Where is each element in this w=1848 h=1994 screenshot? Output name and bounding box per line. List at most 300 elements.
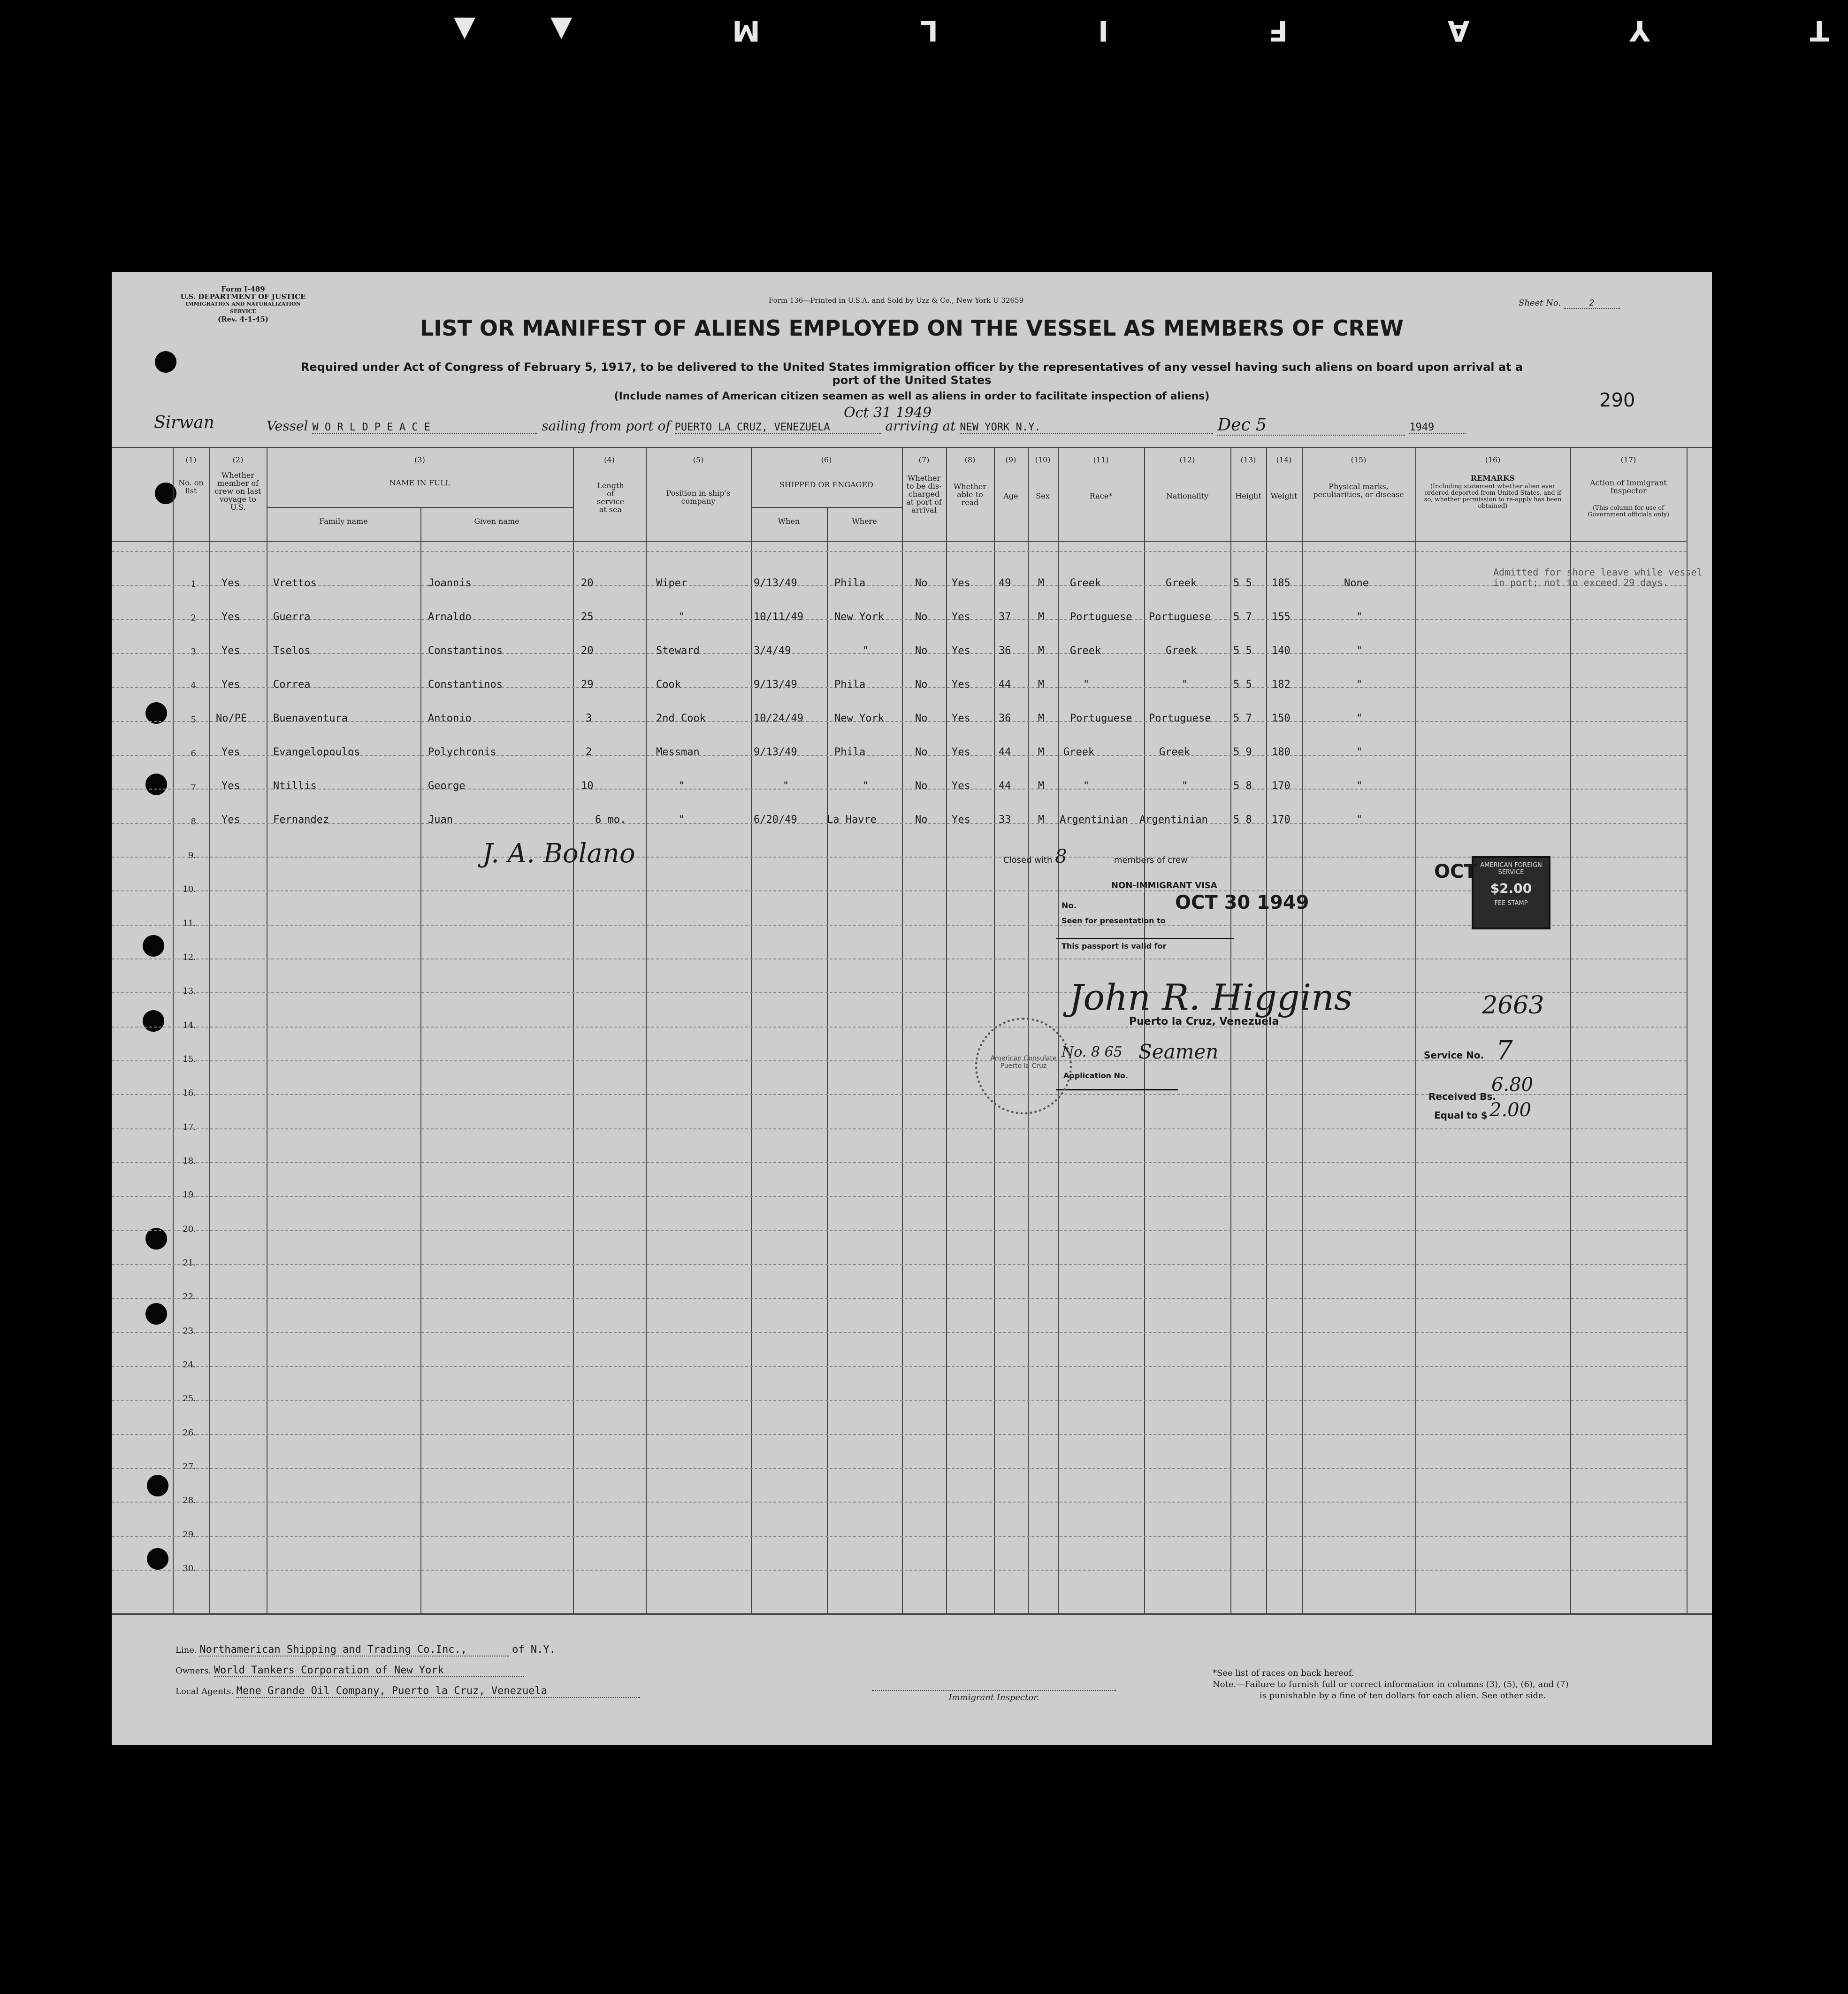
row-line xyxy=(112,857,1687,858)
cell-race: Argentinian xyxy=(1060,814,1128,826)
column-divider xyxy=(1687,447,1688,1614)
cell-position: Wiper xyxy=(656,577,687,589)
cell-nationality: " xyxy=(1182,780,1188,792)
row-line xyxy=(112,789,1687,790)
fee-stamp-amount: $2.00 xyxy=(1490,881,1532,896)
row-line xyxy=(112,1027,1687,1028)
punch-hole xyxy=(143,935,164,957)
equal-label: Equal to $ xyxy=(1434,1110,1488,1121)
cell-nationality: Portuguese xyxy=(1149,611,1211,623)
received-label: Received Bs. xyxy=(1428,1091,1496,1102)
col-head-marks: Physical marks, peculiarities, or disease xyxy=(1313,482,1404,499)
cell-weight: 170 xyxy=(1272,780,1291,792)
col-head-when: When xyxy=(778,517,800,526)
cell-family-name: Buenaventura xyxy=(273,713,348,724)
row-number: 4 xyxy=(191,681,196,690)
vessel-name: W O R L D P E A C E xyxy=(312,422,537,434)
col-head-where: Where xyxy=(852,517,877,526)
col-num-9: (9) xyxy=(1005,455,1016,464)
cell-read: Yes xyxy=(952,611,970,623)
cell-age: 44 xyxy=(999,679,1011,690)
row-line xyxy=(112,1468,1687,1469)
cell-given-name: Juan xyxy=(428,814,453,826)
cell-weight: 180 xyxy=(1272,746,1291,758)
cell-where: La Havre xyxy=(827,814,877,826)
row-number: 15. xyxy=(183,1054,196,1064)
service-no-value: 7 xyxy=(1496,1035,1513,1066)
cell-sex: M xyxy=(1038,814,1045,826)
cell-marks: " xyxy=(1356,814,1363,826)
punch-hole xyxy=(143,1010,164,1032)
row-number: 17. xyxy=(183,1122,196,1132)
row-number: 5 xyxy=(191,715,196,725)
row-line xyxy=(112,1298,1687,1299)
col-head-no: No. on list xyxy=(178,478,204,495)
row-line xyxy=(112,1332,1687,1333)
col-num-5: (5) xyxy=(693,455,704,464)
stamp-consul-place: Puerto la Cruz, Venezuela xyxy=(1129,1016,1279,1028)
row-line xyxy=(112,1230,1687,1231)
row-number: 13. xyxy=(183,986,196,996)
cell-height: 5 7 xyxy=(1233,611,1252,623)
row-line xyxy=(112,1366,1687,1367)
cell-age: 33 xyxy=(999,814,1011,826)
cell-last-voyage: Yes xyxy=(221,746,240,758)
row-number: 6 xyxy=(191,749,196,759)
sailing-label: sailing from port of xyxy=(542,418,671,434)
subtitle-port: port of the United States xyxy=(832,374,992,387)
col-num-12: (12) xyxy=(1179,455,1195,464)
cell-family-name: Vrettos xyxy=(273,577,317,589)
line-value: Northamerican Shipping and Trading Co.Inc., xyxy=(199,1644,509,1657)
col-head-name: NAME IN FULL xyxy=(389,478,451,487)
cell-when: 9/13/49 xyxy=(754,679,797,690)
cell-where: New York xyxy=(834,611,884,623)
col-num-15: (15) xyxy=(1351,455,1367,464)
row-line xyxy=(112,1536,1687,1537)
film-code: T Y A F I L M ▲▲ xyxy=(379,14,1829,47)
cell-race: Greek xyxy=(1070,577,1101,589)
col-num-4: (4) xyxy=(604,455,615,464)
form-number: Form I-489 xyxy=(221,285,265,293)
fee-stamp xyxy=(1472,856,1550,929)
footer-owners xyxy=(176,1664,524,1677)
cell-service: 29 xyxy=(581,679,594,690)
cell-weight: 170 xyxy=(1272,814,1291,826)
column-divider xyxy=(573,447,574,1614)
row-number: 2 xyxy=(191,613,196,623)
cell-family-name: Ntillis xyxy=(273,780,317,792)
cell-position: Messman xyxy=(656,746,700,758)
closed-with-label: Closed with xyxy=(1003,855,1053,865)
row-number: 29. xyxy=(183,1530,196,1540)
number-2663: 2663 xyxy=(1482,991,1544,1020)
remark-shore-leave: Admitted for shore leave while vessel in port; not to exceed 29 days. xyxy=(1493,567,1703,588)
cell-weight: 140 xyxy=(1272,645,1291,657)
cell-age: 37 xyxy=(999,611,1011,623)
cell-service: 3 xyxy=(586,713,592,724)
cell-service: 25 xyxy=(581,611,594,623)
row-number: 28. xyxy=(183,1496,196,1505)
col-num-8: (8) xyxy=(964,455,976,464)
col-head-action-note: (This column for use of Government officials only) xyxy=(1588,505,1669,518)
row-number: 8 xyxy=(191,817,196,827)
consul-signature: John R. Higgins xyxy=(1069,976,1352,1018)
cell-marks: None xyxy=(1344,577,1369,589)
cell-last-voyage: Yes xyxy=(221,645,240,657)
cell-discharge: No xyxy=(915,713,928,724)
row-number: 30. xyxy=(183,1564,196,1573)
column-divider xyxy=(1230,447,1231,1614)
punch-hole xyxy=(145,774,167,795)
subtitle-include: (Include names of American citizen seamen as well as aliens in order to facilitate inspection of aliens) xyxy=(614,391,1210,402)
arrival-date: Dec 5 xyxy=(1217,415,1405,436)
col-head-nationality: Nationality xyxy=(1166,491,1209,500)
cell-where: New York xyxy=(834,713,884,724)
cell-where: " xyxy=(863,645,869,657)
row-line xyxy=(112,551,1687,552)
col-num-14: (14) xyxy=(1276,455,1292,464)
row-line xyxy=(112,1570,1687,1571)
row-number: 7 xyxy=(191,782,196,792)
cell-sex: M xyxy=(1038,780,1045,792)
cell-race: Greek xyxy=(1070,645,1101,657)
cell-read: Yes xyxy=(952,645,970,657)
row-number: 10. xyxy=(183,884,196,894)
cell-service: 10 xyxy=(581,780,594,792)
column-divider xyxy=(1058,447,1059,1614)
row-number: 16. xyxy=(183,1088,196,1098)
row-number: 11. xyxy=(183,919,196,928)
cell-discharge: No xyxy=(915,746,928,758)
oct-fragment-stamp: OCT xyxy=(1434,861,1477,882)
date-stamp: OCT 30 1949 xyxy=(1175,892,1309,913)
cell-sex: M xyxy=(1038,679,1045,690)
cell-family-name: Guerra xyxy=(273,611,311,623)
cell-read: Yes xyxy=(952,746,970,758)
col-head-age: Age xyxy=(1003,491,1018,500)
cell-when: 9/13/49 xyxy=(754,746,797,758)
col-num-7: (7) xyxy=(918,455,930,464)
stamp-valid-for: This passport is valid for xyxy=(1061,942,1167,951)
service-no-label: Service No. xyxy=(1424,1050,1484,1061)
col-head-action: Action of Immigrant Inspector xyxy=(1590,478,1667,495)
col-head-race: Race* xyxy=(1089,491,1113,500)
row-line xyxy=(112,925,1687,926)
col-head-family: Family name xyxy=(319,517,368,526)
cell-height: 5 8 xyxy=(1233,814,1252,826)
owners-value: World Tankers Corporation of New York xyxy=(214,1664,524,1677)
cell-service: 2 xyxy=(586,746,592,758)
cell-height: 5 8 xyxy=(1233,780,1252,792)
cell-sex: M xyxy=(1038,577,1045,589)
column-divider xyxy=(946,447,947,1614)
col-num-6: (6) xyxy=(821,455,832,464)
penalty-note-1: Note.—Failure to furnish full or correct information in columns (3), (5), (6), and (7) xyxy=(1213,1680,1569,1689)
row-number: 12. xyxy=(183,952,196,962)
cell-height: 5 5 xyxy=(1233,679,1252,690)
cell-sex: M xyxy=(1038,746,1045,758)
row-number: 18. xyxy=(183,1156,196,1166)
cell-marks: " xyxy=(1356,780,1363,792)
crew-signature: J. A. Bolano xyxy=(482,838,635,869)
cell-where: " xyxy=(863,780,869,792)
row-number: 21. xyxy=(183,1258,196,1268)
closed-count: 8 xyxy=(1055,846,1067,867)
row-number: 20. xyxy=(183,1224,196,1234)
col-head-given: Given name xyxy=(474,517,519,526)
arriving-label: arriving at xyxy=(885,418,956,434)
row-line xyxy=(112,653,1687,654)
cell-sex: M xyxy=(1038,713,1045,724)
stamp-seen-for-presentation: Seen for presentation to xyxy=(1061,916,1166,925)
cell-where: Phila xyxy=(834,577,866,589)
sailing-date: Oct 31 1949 xyxy=(844,405,932,421)
stamp-no-label: No. xyxy=(1061,901,1077,911)
col-head-remarks-note: (Including statement whether alien ever ordered deported from United States, and if so, whether permission to re-apply has been obtained) xyxy=(1424,483,1562,510)
cell-family-name: Tselos xyxy=(273,645,311,657)
cell-age: 36 xyxy=(999,713,1011,724)
department: U.S. DEPARTMENT OF JUSTICE xyxy=(180,292,306,301)
cell-sex: M xyxy=(1038,611,1045,623)
col-head-last-voyage: Whether member of crew on last voyage to U.S. xyxy=(214,471,261,512)
cell-read: Yes xyxy=(952,577,970,589)
received-amount: 6.80 xyxy=(1491,1074,1534,1096)
vessel-label: Vessel xyxy=(267,418,308,434)
row-number: 9. xyxy=(188,851,196,860)
row-line xyxy=(112,1128,1687,1129)
cell-service: 6 mo. xyxy=(595,814,626,826)
column-divider xyxy=(902,447,903,1614)
cell-when: 3/4/49 xyxy=(754,645,791,657)
punch-hole xyxy=(147,1475,168,1496)
cell-position: 2nd Cook xyxy=(656,713,706,724)
owners-label: Owners. xyxy=(176,1666,211,1676)
table-bottom-rule xyxy=(112,1613,1712,1615)
cell-service: 20 xyxy=(581,645,594,657)
penalty-note-2: is punishable by a fine of ten dollars for each alien. See other side. xyxy=(1260,1691,1546,1701)
cell-discharge: No xyxy=(915,679,928,690)
row-number: 27. xyxy=(183,1462,196,1472)
row-line xyxy=(112,992,1687,993)
cell-discharge: No xyxy=(915,645,928,657)
row-line xyxy=(112,1264,1687,1265)
col-head-shipped: SHIPPED OR ENGAGED xyxy=(779,480,873,489)
row-line xyxy=(112,890,1687,891)
stamp-rule xyxy=(1056,1089,1178,1090)
cell-marks: " xyxy=(1356,713,1363,724)
cell-discharge: No xyxy=(915,611,928,623)
page-number: 290 xyxy=(1599,390,1635,411)
cell-when: " xyxy=(783,780,789,792)
cell-family-name: Fernandez xyxy=(273,814,329,826)
cell-read: Yes xyxy=(952,679,970,690)
cell-position: Steward xyxy=(656,645,700,657)
punch-hole xyxy=(145,1303,167,1325)
closed-with-line xyxy=(1003,846,1188,867)
col-head-service: Length of service at sea xyxy=(597,481,624,514)
cell-given-name: Joannis xyxy=(428,577,472,589)
column-divider xyxy=(1415,447,1416,1614)
col-num-17: (17) xyxy=(1620,455,1636,464)
cell-nationality: Argentinian xyxy=(1139,814,1208,826)
row-line xyxy=(112,1400,1687,1401)
row-number: 23. xyxy=(183,1326,196,1336)
cell-when: 9/13/49 xyxy=(754,577,797,589)
cell-when: 6/20/49 xyxy=(754,814,797,826)
row-line xyxy=(112,721,1687,722)
stamp-seamen: Seamen xyxy=(1138,1040,1219,1063)
col-head-position: Position in ship's company xyxy=(666,489,731,506)
cell-read: Yes xyxy=(952,814,970,826)
printer-line: Form 136—Printed in U.S.A. and Sold by Uzz & Co., New York U 32659 xyxy=(769,296,1024,305)
punch-hole xyxy=(147,1548,168,1570)
cell-marks: " xyxy=(1356,645,1363,657)
non-immigrant-visa-stamp: NON-IMMIGRANT VISA xyxy=(1111,881,1217,890)
inspector-signature-line xyxy=(872,1680,1116,1691)
cell-height: 5 9 xyxy=(1233,746,1252,758)
cell-position: " xyxy=(679,780,685,792)
cell-read: Yes xyxy=(952,713,970,724)
row-line xyxy=(112,823,1687,824)
cell-given-name: Antonio xyxy=(428,713,472,724)
row-number: 19. xyxy=(183,1190,196,1200)
cell-weight: 185 xyxy=(1272,577,1291,589)
cell-age: 44 xyxy=(999,780,1011,792)
cell-height: 5 7 xyxy=(1233,713,1252,724)
column-divider xyxy=(1144,447,1145,1614)
fee-stamp-bottom: FEE STAMP xyxy=(1494,900,1528,907)
cell-marks: " xyxy=(1356,746,1363,758)
cell-weight: 182 xyxy=(1272,679,1291,690)
cell-when: 10/24/49 xyxy=(754,713,803,724)
row-number: 1 xyxy=(191,579,196,589)
footer-agents xyxy=(176,1685,640,1698)
cell-age: 36 xyxy=(999,645,1011,657)
cell-position: " xyxy=(679,611,685,623)
manifest-sheet xyxy=(112,272,1712,1745)
row-number: 26. xyxy=(183,1428,196,1438)
cell-given-name: Arnaldo xyxy=(428,611,472,623)
cell-when: 10/11/49 xyxy=(754,611,803,623)
table-top-rule xyxy=(112,447,1712,448)
sheet-label: Sheet No. xyxy=(1519,298,1561,308)
cell-sex: M xyxy=(1038,645,1045,657)
revision: (Rev. 4-1-45) xyxy=(217,315,269,323)
row-number: 14. xyxy=(183,1020,196,1030)
service-name: IMMIGRATION AND NATURALIZATION SERVICE xyxy=(185,301,301,314)
col-head-weight: Weight xyxy=(1270,491,1298,500)
agents-value: Mene Grande Oil Company, Puerto la Cruz, Venezuela xyxy=(237,1685,640,1698)
col-num-16: (16) xyxy=(1485,455,1501,464)
cell-nationality: Greek xyxy=(1166,577,1197,589)
stamp-consul-number: No. 8 65 xyxy=(1061,1044,1123,1060)
cell-service: 20 xyxy=(581,577,594,589)
cell-nationality: " xyxy=(1182,679,1188,690)
cell-last-voyage: Yes xyxy=(221,577,240,589)
col-num-10: (10) xyxy=(1035,455,1051,464)
cell-race: Greek xyxy=(1063,746,1095,758)
cell-nationality: Greek xyxy=(1166,645,1197,657)
cell-where: Phila xyxy=(834,746,866,758)
cell-marks: " xyxy=(1356,679,1363,690)
row-line xyxy=(112,619,1687,620)
row-line xyxy=(112,1502,1687,1503)
cell-race: Portuguese xyxy=(1070,611,1132,623)
col-num-3: (3) xyxy=(414,455,425,464)
row-line xyxy=(112,585,1687,586)
cell-last-voyage: Yes xyxy=(221,814,240,826)
cell-discharge: No xyxy=(915,780,928,792)
cell-race: " xyxy=(1083,679,1090,690)
column-divider xyxy=(209,447,210,1614)
row-line xyxy=(112,687,1687,688)
row-line xyxy=(112,1162,1687,1163)
consulate-seal xyxy=(975,1018,1072,1114)
line-label: Line. xyxy=(176,1645,197,1655)
cell-race: Portuguese xyxy=(1070,713,1132,724)
column-divider xyxy=(1266,447,1267,1614)
cell-nationality: Portuguese xyxy=(1149,713,1211,724)
row-number: 25. xyxy=(183,1394,196,1403)
cell-discharge: No xyxy=(915,814,928,826)
agents-label: Local Agents. xyxy=(176,1687,234,1696)
cell-height: 5 5 xyxy=(1233,577,1252,589)
cell-age: 49 xyxy=(999,577,1011,589)
stamp-application-no: Application No. xyxy=(1063,1071,1129,1080)
subheader-rule xyxy=(751,507,902,508)
cell-given-name: George xyxy=(428,780,466,792)
seal-text: American Consulate Puerto la Cruz xyxy=(990,1055,1057,1070)
race-note: *See list of races on back hereof. xyxy=(1213,1668,1354,1678)
cell-where: Phila xyxy=(834,679,866,690)
sailing-port: PUERTO LA CRUZ, VENEZUELA xyxy=(675,422,881,434)
col-head-remarks: REMARKS xyxy=(1470,474,1515,483)
cell-read: Yes xyxy=(952,780,970,792)
cell-last-voyage: Yes xyxy=(221,679,240,690)
col-num-13: (13) xyxy=(1240,455,1256,464)
col-head-discharge: Whether to be dis-charged at port of arrival xyxy=(906,474,942,514)
cell-position: Cook xyxy=(656,679,681,690)
members-of-crew: members of crew xyxy=(1114,855,1188,865)
col-head-sex: Sex xyxy=(1036,491,1050,500)
column-divider xyxy=(1570,447,1571,1614)
col-num-1: (1) xyxy=(185,455,197,464)
col-head-read: Whether able to read xyxy=(953,482,987,507)
manifest-title: LIST OR MANIFEST OF ALIENS EMPLOYED ON THE VESSEL AS MEMBERS OF CREW xyxy=(420,315,1404,341)
header-bottom-rule xyxy=(112,541,1687,542)
row-number: 22. xyxy=(183,1292,196,1302)
cell-race: " xyxy=(1083,780,1090,792)
cell-position: " xyxy=(679,814,685,826)
row-line xyxy=(112,1434,1687,1435)
arriving-port: NEW YORK N.Y. xyxy=(960,422,1213,434)
cell-nationality: Greek xyxy=(1159,746,1191,758)
sheet-number-field xyxy=(1519,298,1620,309)
row-number: 3 xyxy=(191,647,196,657)
cell-family-name: Correa xyxy=(273,679,311,690)
cell-weight: 155 xyxy=(1272,611,1291,623)
cell-last-voyage: Yes xyxy=(221,611,240,623)
arrival-year: 1949 xyxy=(1409,422,1466,434)
cell-weight: 150 xyxy=(1272,713,1291,724)
fee-stamp-top: AMERICAN FOREIGN SERVICE xyxy=(1480,862,1542,876)
column-divider xyxy=(1302,447,1303,1614)
col-head-height: Height xyxy=(1235,491,1261,500)
equal-amount: 2.00 xyxy=(1489,1099,1532,1121)
column-divider xyxy=(646,447,647,1614)
cell-age: 44 xyxy=(999,746,1011,758)
